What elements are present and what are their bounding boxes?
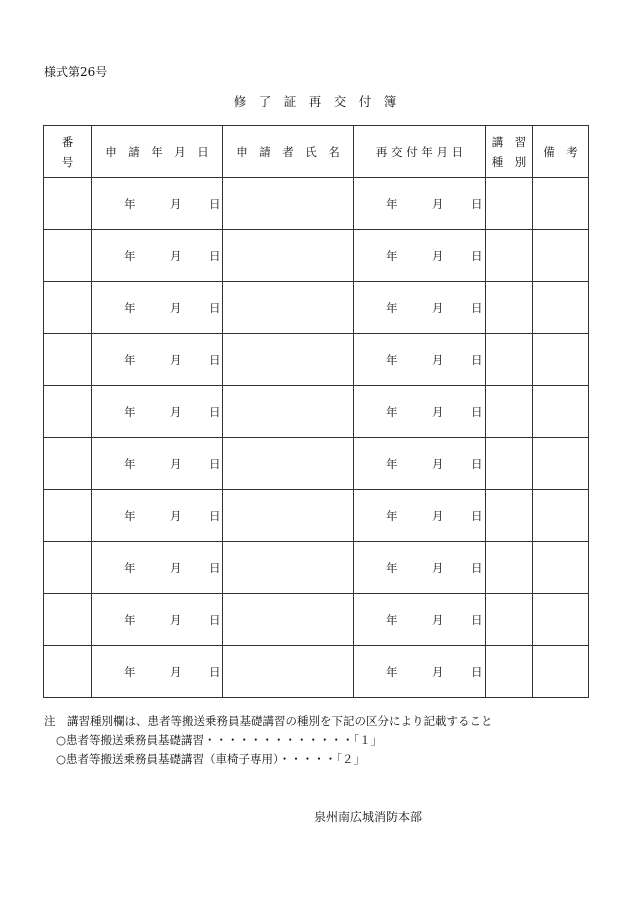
applicant-name-cell[interactable] — [223, 646, 354, 698]
date-year-label: 年 — [124, 248, 136, 263]
remarks-cell[interactable] — [533, 594, 589, 646]
remarks-cell[interactable] — [533, 386, 589, 438]
header-course-type-top: 講 習 — [491, 134, 527, 149]
date-month-label: 月 — [432, 508, 444, 523]
application-date-cell[interactable] — [92, 594, 223, 646]
number-cell[interactable] — [44, 490, 92, 542]
number-cell[interactable] — [44, 542, 92, 594]
application-date-cell[interactable] — [92, 334, 223, 386]
date-day-label: 日 — [209, 352, 221, 367]
table-row — [44, 178, 589, 230]
date-month-label: 月 — [170, 248, 182, 263]
date-day-label: 日 — [209, 196, 221, 211]
application-date-cell[interactable] — [92, 438, 223, 490]
date-month-label: 月 — [170, 404, 182, 419]
date-day-label: 日 — [471, 612, 483, 627]
number-cell[interactable] — [44, 594, 92, 646]
reissue-date-cell[interactable] — [354, 490, 486, 542]
number-cell[interactable] — [44, 646, 92, 698]
course-type-cell[interactable] — [486, 334, 533, 386]
table-row — [44, 542, 589, 594]
date-year-label: 年 — [124, 456, 136, 471]
date-day-label: 日 — [209, 248, 221, 263]
issuer-name: 泉州南広城消防本部 — [314, 810, 423, 824]
date-year-label: 年 — [124, 612, 136, 627]
date-year-label: 年 — [386, 560, 398, 575]
number-cell[interactable] — [44, 282, 92, 334]
header-course-type-bottom: 種 別 — [491, 154, 527, 169]
reissue-date-cell[interactable] — [354, 282, 486, 334]
applicant-name-cell[interactable] — [223, 178, 354, 230]
date-year-label: 年 — [386, 352, 398, 367]
table-row — [44, 282, 589, 334]
applicant-name-cell[interactable] — [223, 490, 354, 542]
date-day-label: 日 — [471, 456, 483, 471]
header-remarks: 備 考 — [533, 126, 589, 178]
date-month-label: 月 — [432, 612, 444, 627]
number-cell[interactable] — [44, 334, 92, 386]
course-type-cell[interactable] — [486, 386, 533, 438]
header-application-date: 申 請 年 月 日 — [92, 126, 223, 178]
remarks-cell[interactable] — [533, 542, 589, 594]
course-type-cell[interactable] — [486, 282, 533, 334]
reissue-date-cell[interactable] — [354, 438, 486, 490]
date-year-label: 年 — [386, 248, 398, 263]
page-title: 修 了 証 再 交 付 簿 — [233, 94, 397, 109]
course-type-cell[interactable] — [486, 438, 533, 490]
date-day-label: 日 — [209, 456, 221, 471]
applicant-name-cell[interactable] — [223, 334, 354, 386]
remarks-cell[interactable] — [533, 282, 589, 334]
table-row — [44, 438, 589, 490]
date-year-label: 年 — [124, 508, 136, 523]
date-day-label: 日 — [471, 196, 483, 211]
reissue-date-cell[interactable] — [354, 178, 486, 230]
table-row — [44, 490, 589, 542]
applicant-name-cell[interactable] — [223, 230, 354, 282]
number-cell[interactable] — [44, 178, 92, 230]
remarks-cell[interactable] — [533, 490, 589, 542]
header-number — [44, 126, 92, 178]
reissue-date-cell[interactable] — [354, 594, 486, 646]
table-row — [44, 646, 589, 698]
application-date-cell[interactable] — [92, 646, 223, 698]
number-cell[interactable] — [44, 230, 92, 282]
date-day-label: 日 — [471, 664, 483, 679]
application-date-cell[interactable] — [92, 490, 223, 542]
table-row — [44, 230, 589, 282]
date-year-label: 年 — [124, 352, 136, 367]
date-month-label: 月 — [432, 300, 444, 315]
application-date-cell[interactable] — [92, 282, 223, 334]
date-year-label: 年 — [386, 612, 398, 627]
applicant-name-cell[interactable] — [223, 386, 354, 438]
reissue-date-cell[interactable] — [354, 542, 486, 594]
date-year-label: 年 — [386, 508, 398, 523]
date-year-label: 年 — [386, 664, 398, 679]
applicant-name-cell[interactable] — [223, 594, 354, 646]
date-year-label: 年 — [124, 196, 136, 211]
date-month-label: 月 — [432, 196, 444, 211]
date-month-label: 月 — [432, 352, 444, 367]
course-type-cell[interactable] — [486, 594, 533, 646]
applicant-name-cell[interactable] — [223, 542, 354, 594]
date-month-label: 月 — [432, 664, 444, 679]
remarks-cell[interactable] — [533, 438, 589, 490]
table-row — [44, 594, 589, 646]
course-type-cell[interactable] — [486, 178, 533, 230]
number-cell[interactable] — [44, 438, 92, 490]
date-day-label: 日 — [209, 404, 221, 419]
date-month-label: 月 — [432, 560, 444, 575]
remarks-cell[interactable] — [533, 178, 589, 230]
date-day-label: 日 — [209, 612, 221, 627]
reissue-register-table — [43, 125, 589, 698]
date-year-label: 年 — [124, 404, 136, 419]
table-row — [44, 386, 589, 438]
note-item-1: ○患者等搬送乗務員基礎講習・・・・・・・・・・・・・「１」 — [56, 733, 383, 747]
date-month-label: 月 — [170, 352, 182, 367]
reissue-date-cell[interactable] — [354, 334, 486, 386]
notes — [44, 712, 493, 769]
application-date-cell[interactable] — [92, 178, 223, 230]
date-year-label: 年 — [386, 456, 398, 471]
date-day-label: 日 — [209, 508, 221, 523]
header-reissue-date: 再 交 付 年 月 日 — [354, 126, 486, 178]
date-month-label: 月 — [170, 300, 182, 315]
date-day-label: 日 — [471, 300, 483, 315]
number-cell[interactable] — [44, 386, 92, 438]
date-day-label: 日 — [209, 560, 221, 575]
table-row — [44, 334, 589, 386]
reissue-date-cell[interactable] — [354, 230, 486, 282]
date-year-label: 年 — [386, 404, 398, 419]
date-month-label: 月 — [170, 196, 182, 211]
date-month-label: 月 — [170, 612, 182, 627]
date-day-label: 日 — [471, 404, 483, 419]
date-month-label: 月 — [170, 664, 182, 679]
date-month-label: 月 — [432, 404, 444, 419]
date-year-label: 年 — [386, 300, 398, 315]
date-year-label: 年 — [124, 664, 136, 679]
date-year-label: 年 — [386, 196, 398, 211]
date-day-label: 日 — [209, 300, 221, 315]
applicant-name-cell[interactable] — [223, 438, 354, 490]
header-row — [44, 126, 589, 178]
course-type-cell[interactable] — [486, 542, 533, 594]
header-number-bottom: 号 — [61, 154, 74, 169]
date-day-label: 日 — [471, 560, 483, 575]
remarks-cell[interactable] — [533, 334, 589, 386]
date-month-label: 月 — [432, 456, 444, 471]
note-main: 注 講習種別欄は、患者等搬送乗務員基礎講習の種別を下記の区分により記載すること — [44, 714, 493, 728]
header-applicant-name: 申 請 者 氏 名 — [223, 126, 354, 178]
date-month-label: 月 — [170, 560, 182, 575]
date-day-label: 日 — [471, 508, 483, 523]
date-day-label: 日 — [209, 664, 221, 679]
header-number-top: 番 — [61, 134, 74, 149]
date-month-label: 月 — [170, 456, 182, 471]
date-day-label: 日 — [471, 352, 483, 367]
header-course-type — [486, 126, 533, 178]
remarks-cell[interactable] — [533, 646, 589, 698]
application-date-cell[interactable] — [92, 230, 223, 282]
course-type-cell[interactable] — [486, 646, 533, 698]
date-month-label: 月 — [170, 508, 182, 523]
note-item-2: ○患者等搬送乗務員基礎講習（車椅子専用）・・・・・「２」 — [56, 752, 366, 766]
date-month-label: 月 — [432, 248, 444, 263]
date-day-label: 日 — [471, 248, 483, 263]
date-year-label: 年 — [124, 300, 136, 315]
application-date-cell[interactable] — [92, 386, 223, 438]
application-date-cell[interactable] — [92, 542, 223, 594]
reissue-date-cell[interactable] — [354, 646, 486, 698]
applicant-name-cell[interactable] — [223, 282, 354, 334]
remarks-cell[interactable] — [533, 230, 589, 282]
course-type-cell[interactable] — [486, 230, 533, 282]
date-year-label: 年 — [124, 560, 136, 575]
form-number: 様式第26号 — [44, 65, 108, 79]
course-type-cell[interactable] — [486, 490, 533, 542]
reissue-date-cell[interactable] — [354, 386, 486, 438]
